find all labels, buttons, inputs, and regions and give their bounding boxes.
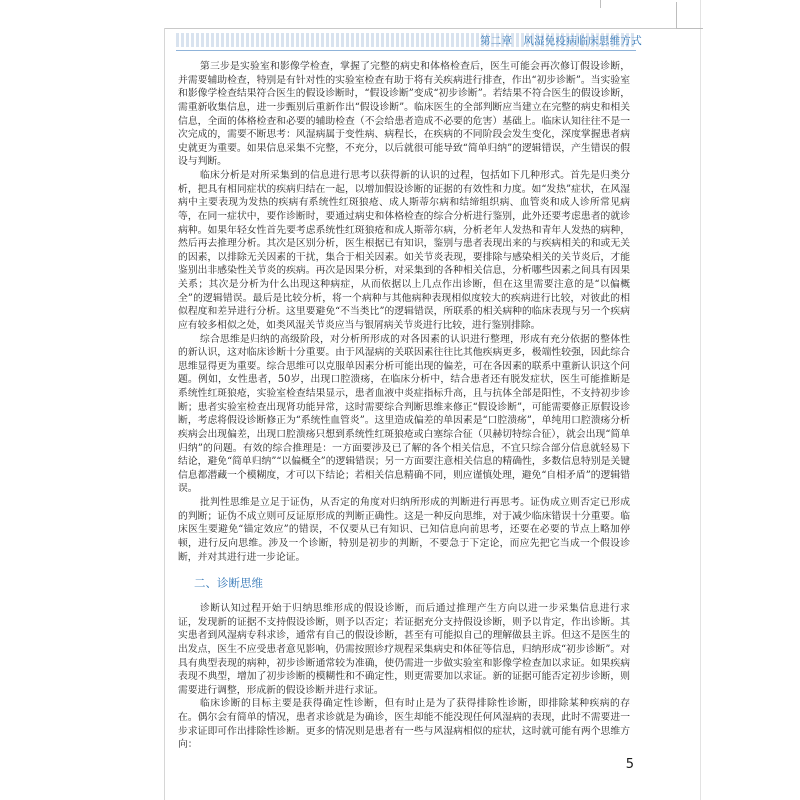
page-edge-top xyxy=(164,28,700,29)
section-heading: 二、诊断思维 xyxy=(194,576,263,590)
body-text-block-top xyxy=(178,60,630,564)
header-rule xyxy=(176,50,636,51)
crop-mark xyxy=(676,2,703,29)
paragraph: 临床分析是对所采集到的信息进行思考以获得新的认识的过程，包括如下几种形式。首先是归类分析，把具有相同症状的疾病归结在一起，以增加假设诊断的证据的有效性和力度。如“发热”症状，在风湿病中主要表现为发热的疾病有系统性红斑狼疮、成人斯蒂尔病和结缔组织病、血管炎和成人诊所常见病等，在同一症状中，要作诊断时，要通过病史和体格检查的综合分析进行鉴别，此外还要考虑患者的就诊病种。如果年轻女性首先要考虑系统性红斑狼疮和成人斯蒂尔病，分析老年人发热和青年人发热的病种，然后再去推理分析。其次是区别分析，医生根据已有知识，鉴别与患者表现出来的与疾病相关的和或无关的因素，以排除无关因素的干扰，集合于相关因素。如关节炎表现，要排除与感染相关的关节炎后，才能鉴别出非感染性关节炎的疾病。再次是因果分析，对采集到的各种相关信息，分析哪些因素之间具有因果关系；其次是分析为什么出现这种病症，从而依据以上几点作出诊断，但在这里需要注意的是“以偏概全”的逻辑错误。最后是比较分析，将一个病种与其他病种表现相似度较大的疾病进行比较，对彼此的相似程度和差异进行分析。这里要避免“不当类比”的逻辑错误，所联系的相关病种的临床表现与另一个疾病应有较多相似之处，如类风湿关节炎应当与银屑病关节炎进行比较，进行鉴别排除。 xyxy=(178,170,630,331)
paragraph: 批判性思维是立足于证伪，从否定的角度对归纳所形成的判断进行再思考。证伪成立则否定已形成的判断；证伪不成立则可反证原形成的判断正确性。这是一种反向思维，对于减少临床错误十分重要。临床医生要避免“锚定效应”的错误，不仅要从已有知识、已知信息向前思考，还要在必要的节点上略加停顿，进行反向思维。涉及一个诊断，特别是初步的判断，不要急于下定论，而应先把它当成一个假设诊断，并对其进行进一步论证。 xyxy=(178,497,630,563)
page-number: 5 xyxy=(625,757,634,772)
page-edge-left xyxy=(164,28,165,800)
paragraph: 临床诊断的目标主要是获得确定性诊断，但有时止是为了获得排除性诊断，即排除某种疾病的存在。偶尔会有简单的情况，患者求诊就是为确诊，医生却能不能没现任何风湿病的表现，此时不需要进一步求证即可作出排除性诊断。更多的情况则是患者有一些与风湿病相似的症状，这时就可能有两个思维方向： xyxy=(178,698,630,751)
running-header-title: 第二章 风湿免疫病临床思维方式 xyxy=(480,35,642,47)
crop-mark-tick xyxy=(600,0,601,8)
paragraph: 第三步是实验室和影像学检查，掌握了完整的病史和体格检查后，医生可能会再次修订假设诊断，并需要辅助检查，特别是有针对性的实验室检查有助于将有关疾病进行排查，作出“初步诊断”。当实验室和影像学检查结果符合医生的假设诊断时，“假设诊断”变成“初步诊断”。若结果不符合医生的假设诊断，需重新收集信息，进一步甄别后重新作出“假设诊断”。临床医生的全部判断应当建立在完整的病史和相关信息，全面的体格检查和必要的辅助检查（不会给患者造成不必要的危害）基础上。临床认知往往不是一次完成的，需要不断思考：风湿病属于变性病、病程长，在疾病的不同阶段会发生变化，深度掌握患者病史就更为重要。如果信息采集不完整，不充分，以后就很可能导致“简单归纳”的逻辑错误，产生错误的假设与判断。 xyxy=(178,61,630,168)
paragraph: 诊断认知过程开始于归纳思维形成的假设诊断，而后通过推理产生方向以进一步采集信息进行求证，发现新的证据不支持假设诊断，则予以否定；若证据充分支持假设诊断，则予以肯定，作出诊断。其实患者到风湿病专科求诊，通常有自己的假设诊断，甚至有可能拟自己的理解做县主诉。但这不是医生的出发点，医生不应受患者意见影响，仍需按照诊疗规程采集病史和体征等信息，归纳形成“初步诊断”。对具有典型表现的病种，初步诊断通常较为准确，使仍需进一步做实验室和影像学检查加以求证。如果疾病表现不典型，增加了初步诊断的模糊性和不确定性，则更需要加以求证。新的证据可能否定初步诊断，则需要进行调整，形成新的假设诊断并进行求证。 xyxy=(178,603,630,696)
body-text-block-bottom xyxy=(178,602,630,752)
paragraph: 综合思维是归纳的高级阶段，对分析所形成的对各因素的认识进行整理，形成有充分依据的整体性的新认识，这对临床诊断十分重要。由于风湿病的关联因素往往比其他疾病更多，极端性较强，因此综合思维显得更为重要。综合思维可以克服单因素分析可能出现的偏差，可在各因素的联系中重新认识这个问题。例如，女性患者，50岁，出现口腔溃疡，在临床分析中，结合患者还有脱发症状，医生可能推断是系统性红斑狼疮，实验室检查结果显示，患者血液中炎症指标升高，且与抗体全部是阳性，不支持初步诊断；患者实验室检查出现肾功能异常，这时需要综合判断思维来修正“假设诊断”，可能需要修正原假设诊断，考虑将假设诊断修正为“系统性血管炎”。这里造成偏差的单因素是“口腔溃疡”，单纯用口腔溃疡分析疾病会出现偏差，出现口腔溃疡只想到系统性红斑狼疮或白塞综合征（贝赫切特综合征），就会出现“简单归纳”的问题。有效的综合推理是：一方面要涉及已了解的各个相关信息，不宜只综合部分信息就轻易下结论，避免“简单归纳”“以偏概全”的逻辑错误；另一方面要注意相关信息的精确性，多数信息特别是关键信息都潜藏一个模糊度，才可以下结论；若相关信息精确不同，则应谨慎处理，避免“自相矛盾”的逻辑错误。 xyxy=(178,333,630,495)
page-edge-right xyxy=(700,0,701,800)
